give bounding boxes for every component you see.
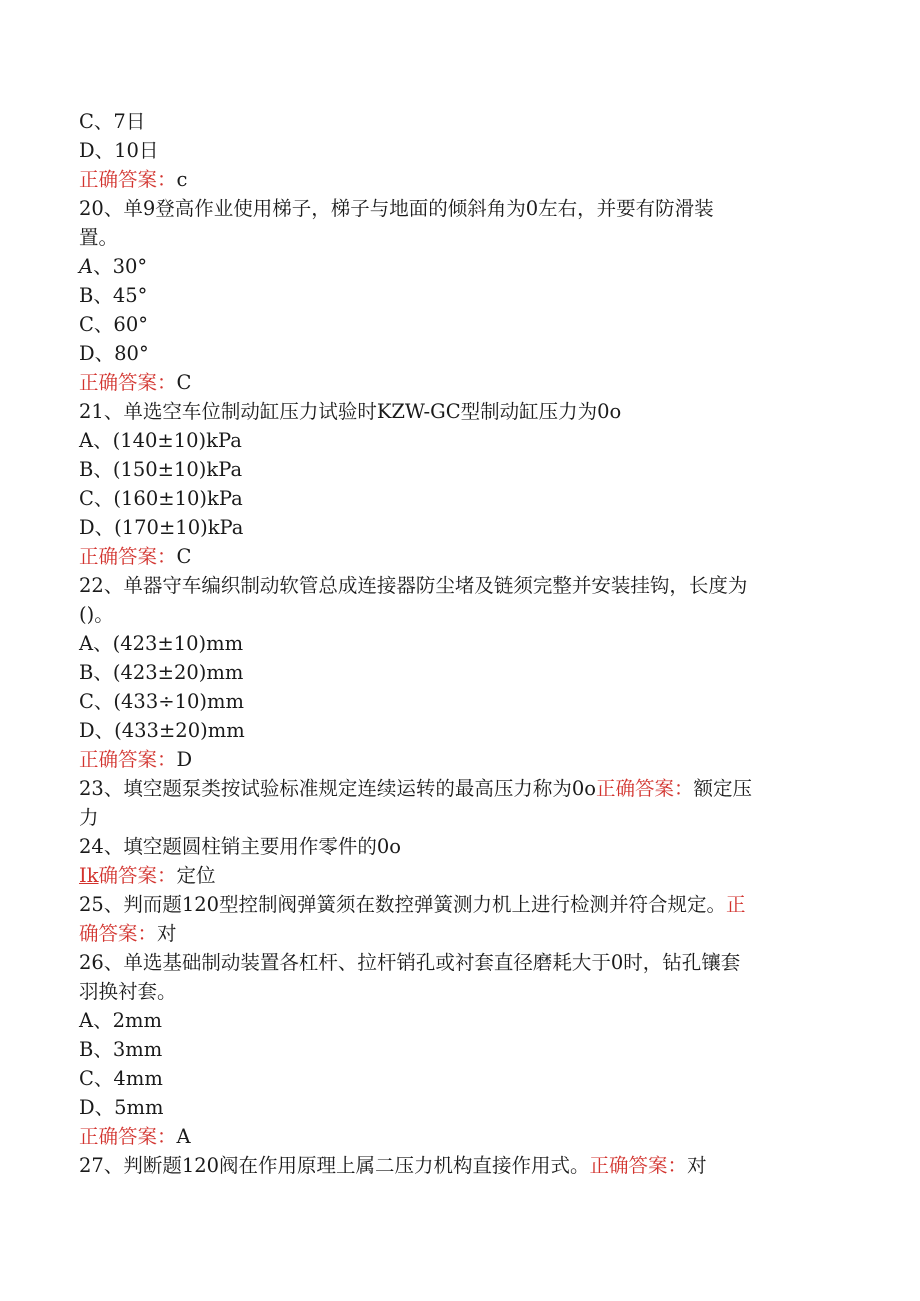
- option-line: [79, 252, 829, 281]
- answer-value: C: [176, 545, 192, 568]
- option-line: B、(150±10)kPa: [79, 458, 243, 481]
- answer-value: c: [176, 168, 188, 191]
- option-line: C、(433÷10)mm: [79, 690, 244, 713]
- question-text: 27、判断题120阀在作用原理上属二压力机构直接作用式。: [79, 1154, 590, 1177]
- question-line: [79, 1151, 829, 1180]
- document-page: [79, 107, 829, 1180]
- question-line: 20、单9登高作业使用梯子，梯子与地面的倾斜角为0左右，并要有防滑装: [79, 197, 714, 220]
- option-line: D、(170±10)kPa: [79, 516, 244, 539]
- option-line: D、(433±20)mm: [79, 719, 245, 742]
- answer-value: 对: [157, 922, 177, 945]
- answer-value: D: [176, 748, 193, 771]
- answer-label: 正确答案：: [595, 777, 694, 800]
- question-text: 25、判而题120型控制阀弹簧须在数控弹簧测力机上进行检测并符合规定。: [79, 893, 727, 916]
- answer-line: [79, 542, 829, 571]
- answer-label: 正确答案：: [79, 168, 177, 191]
- answer-line: [79, 861, 829, 890]
- answer-label: 正: [726, 893, 746, 916]
- question-line: 羽换衬套。: [79, 980, 177, 1003]
- question-line: ()。: [79, 603, 114, 626]
- question-line: [79, 774, 829, 803]
- question-line: 21、单选空车位制动缸压力试验时KZW-GC型制动缸压力为0o: [79, 400, 622, 423]
- option-line: D、10日: [79, 139, 159, 162]
- option-line: C、(160±10)kPa: [79, 487, 243, 510]
- answer-line: [79, 919, 829, 948]
- option-line: B、45°: [79, 284, 148, 307]
- option-line: A、(423±10)mm: [79, 632, 244, 655]
- question-line: 力: [79, 806, 99, 829]
- option-line: D、80°: [79, 342, 149, 365]
- answer-label: 正确答案：: [79, 371, 177, 394]
- question-text: 23、填空题泵类按试验标准规定连续运转的最高压力称为0o: [79, 777, 596, 800]
- question-line: [79, 890, 829, 919]
- answer-label: 正确答案：: [79, 1125, 177, 1148]
- option-line: C、7日: [79, 110, 146, 133]
- option-letter: A: [79, 255, 94, 278]
- answer-label: 正确答案：: [79, 545, 177, 568]
- answer-line: [79, 165, 829, 194]
- option-line: B、3mm: [79, 1038, 163, 1061]
- option-line: A、(140±10)kPa: [79, 429, 242, 452]
- answer-value: C: [176, 371, 192, 394]
- answer-label: 正确答案：: [79, 748, 177, 771]
- answer-label: 确答案：: [79, 922, 158, 945]
- option-line: B、(423±20)mm: [79, 661, 244, 684]
- answer-label-fragment: Ik: [79, 864, 99, 887]
- answer-value: 额定压: [693, 777, 752, 800]
- option-line: D、5mm: [79, 1096, 164, 1119]
- option-line: A、2mm: [79, 1009, 162, 1032]
- option-text: 、30°: [93, 255, 148, 278]
- question-line: 22、单器守车编织制动软管总成连接器防尘堵及链须完整并安装挂钩，长度为: [79, 574, 748, 597]
- answer-line: [79, 1122, 829, 1151]
- question-line: 26、单选基础制动装置各杠杆、拉杆销孔或衬套直径磨耗大于0时，钻孔镶套: [79, 951, 741, 974]
- answer-label: 正确答案：: [589, 1154, 688, 1177]
- answer-value: 对: [687, 1154, 707, 1177]
- answer-label: 确答案：: [98, 864, 177, 887]
- answer-value: A: [176, 1125, 191, 1148]
- question-line: 置。: [79, 226, 119, 249]
- option-line: C、4mm: [79, 1067, 163, 1090]
- answer-line: [79, 745, 829, 774]
- option-line: C、60°: [79, 313, 148, 336]
- answer-line: [79, 368, 829, 397]
- answer-value: 定位: [176, 864, 216, 887]
- question-line: 24、填空题圆柱销主要用作零件的0o: [79, 835, 401, 858]
